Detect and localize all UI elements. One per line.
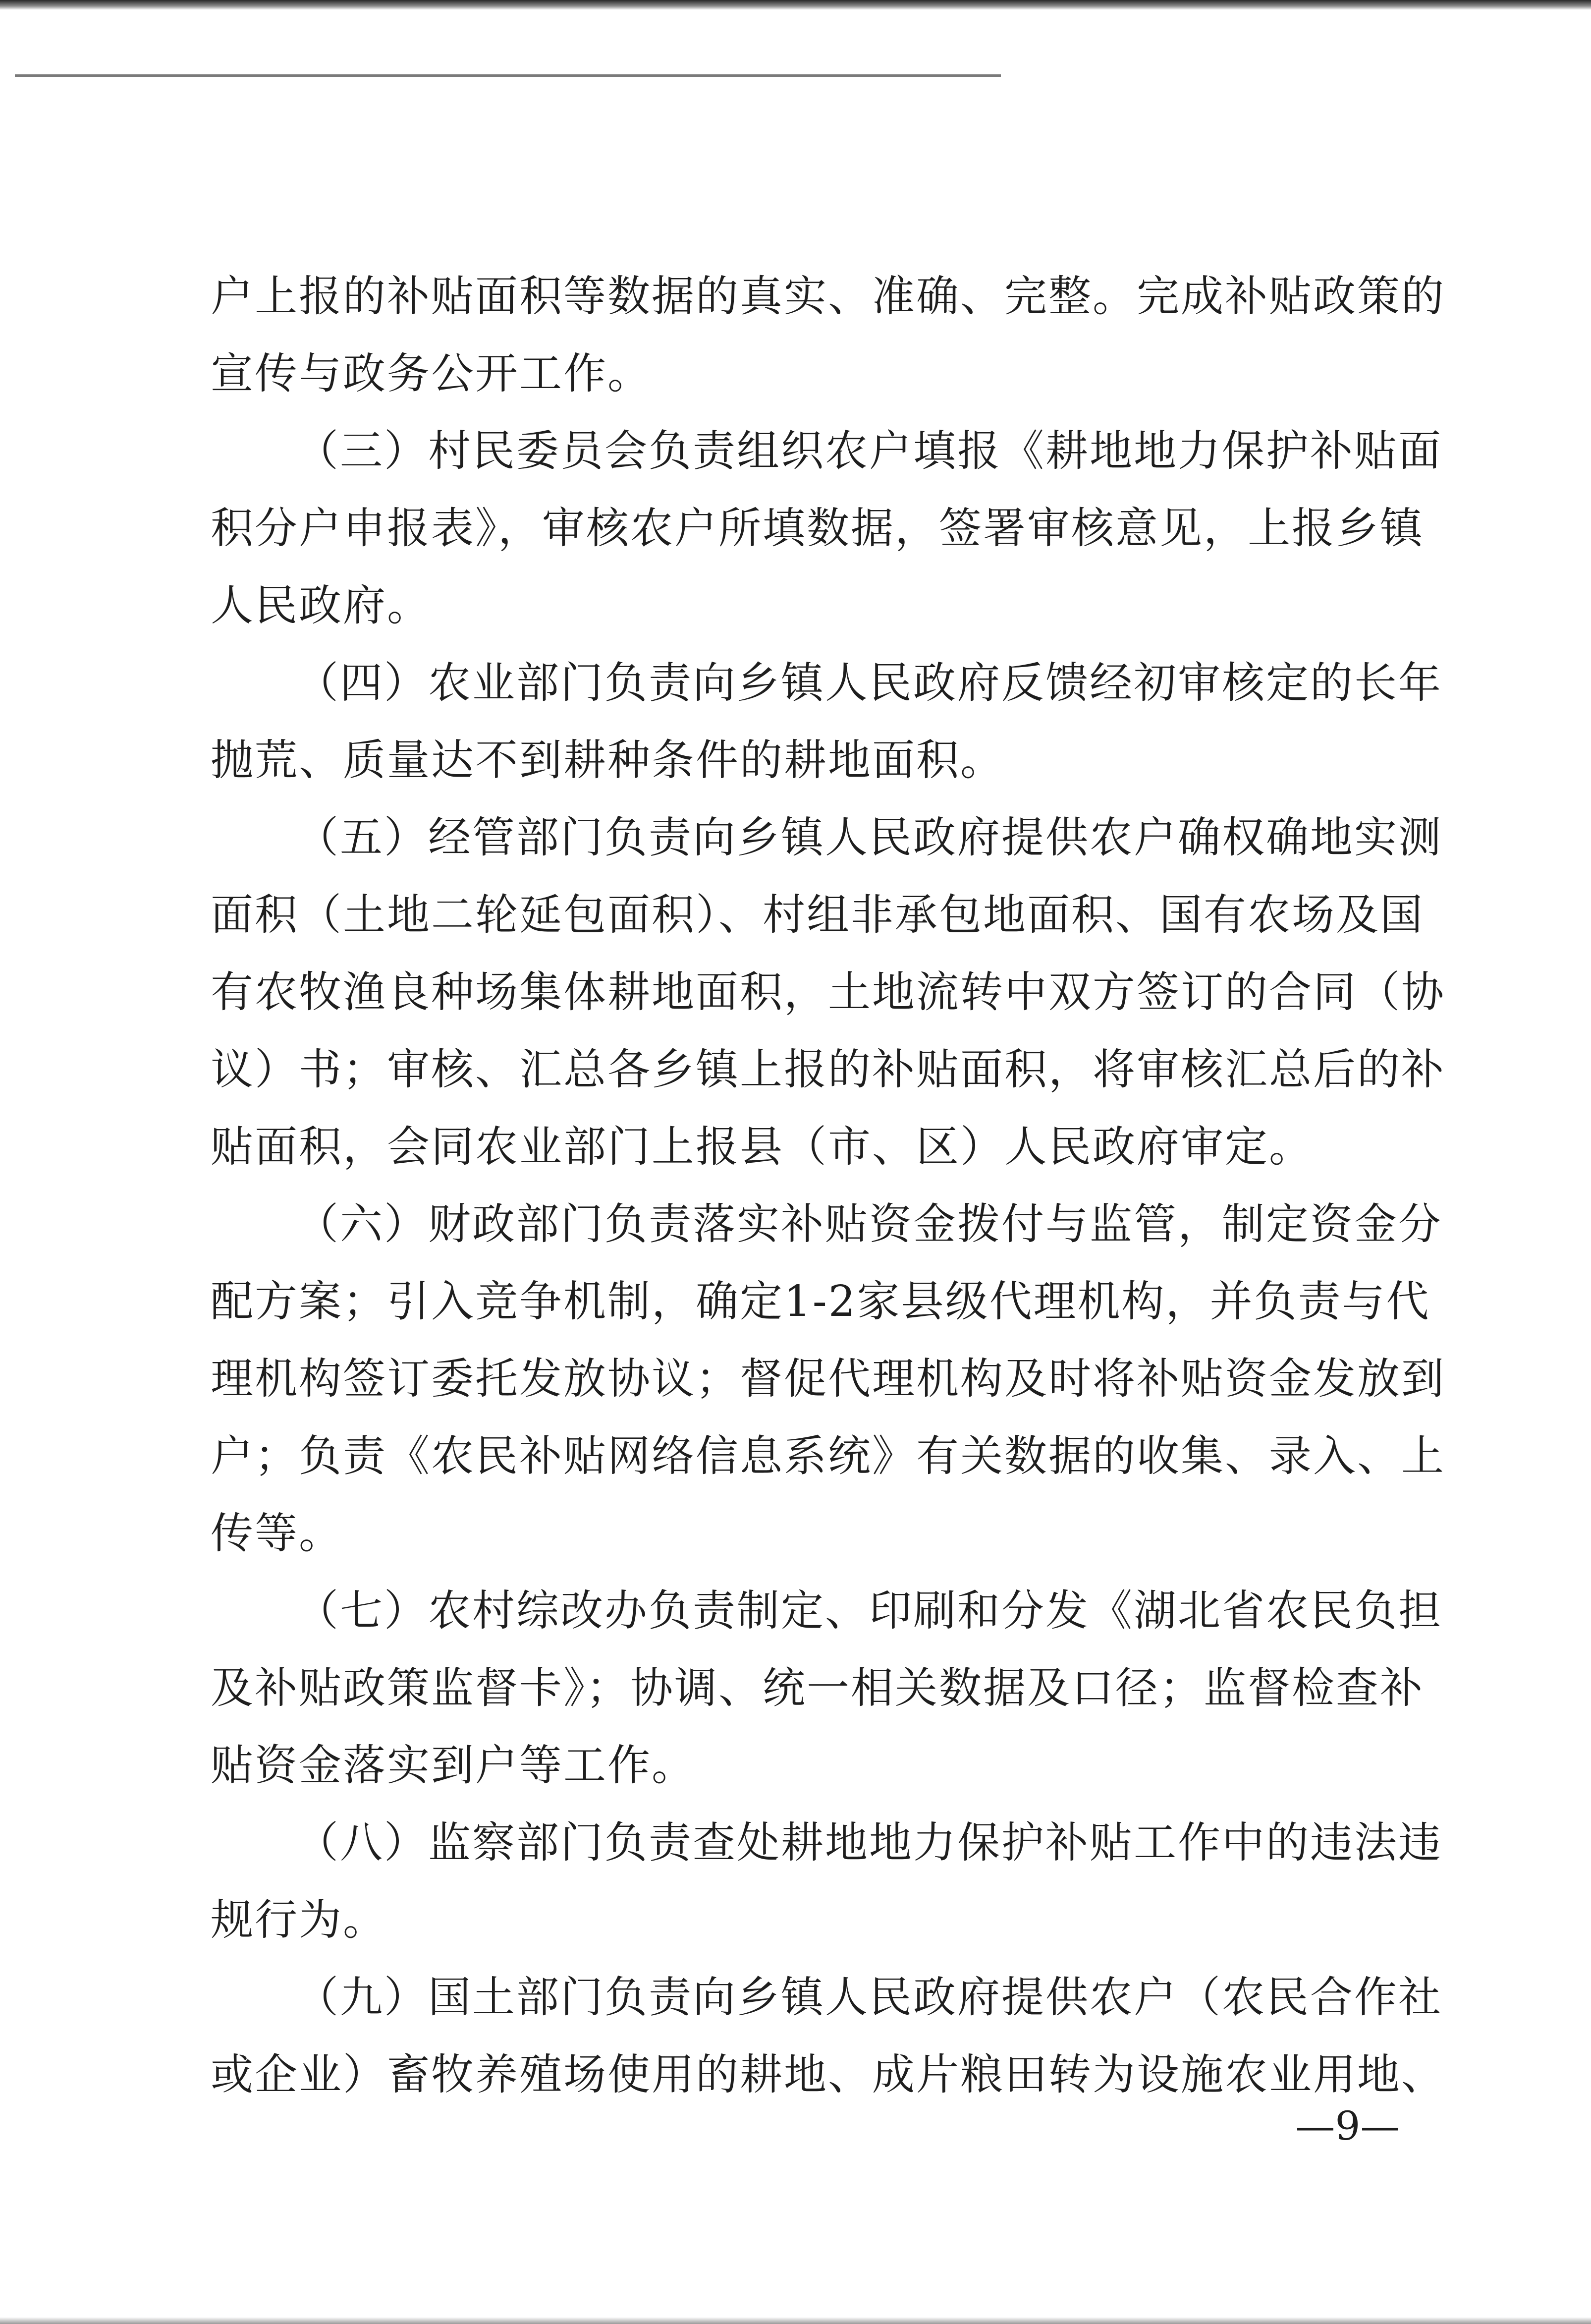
scan-top-edge <box>0 0 1591 10</box>
body-line: 户；负责《农民补贴网络信息系统》有关数据的收集、录入、上 <box>211 1431 1445 1481</box>
paragraph-9-start: （九）国土部门负责向乡镇人民政府提供农户（农民合作社 <box>296 1973 1442 2022</box>
body-line: 宣传与政务公开工作。 <box>211 349 652 398</box>
body-line: 配方案；引入竞争机制，确定1-2家县级代理机构，并负责与代 <box>211 1277 1430 1326</box>
body-line: 有农牧渔良种场集体耕地面积，土地流转中双方签订的合同（协 <box>211 967 1445 1017</box>
body-line: 传等。 <box>211 1509 343 1558</box>
paragraph-3-start: （三）村民委员会负责组织农户填报《耕地地力保护补贴面 <box>296 426 1442 476</box>
paragraph-5-start: （五）经管部门负责向乡镇人民政府提供农户确权确地实测 <box>296 813 1442 862</box>
document-body <box>211 258 1445 2113</box>
page-number: —9— <box>1295 2103 1400 2149</box>
body-line: 理机构签订委托发放协议；督促代理机构及时将补贴资金发放到 <box>211 1354 1445 1404</box>
paragraph-6-start: （六）财政部门负责落实补贴资金拨付与监管，制定资金分 <box>296 1199 1442 1249</box>
body-line: 贴面积，会同农业部门上报县（市、区）人民政府审定。 <box>211 1122 1313 1172</box>
scan-bottom-edge <box>0 2317 1591 2324</box>
body-line: 抛荒、质量达不到耕种条件的耕地面积。 <box>211 736 1004 785</box>
body-line: 或企业）畜牧养殖场使用的耕地、成片粮田转为设施农业用地、 <box>211 2050 1445 2099</box>
body-line: 及补贴政策监督卡》；协调、统一相关数据及口径；监督检查补 <box>211 1663 1424 1713</box>
body-line: 面积（土地二轮延包面积）、村组非承包地面积、国有农场及国 <box>211 890 1424 940</box>
body-line: 规行为。 <box>211 1895 387 1945</box>
paragraph-7-start: （七）农村综改办负责制定、印刷和分发《湖北省农民负担 <box>296 1586 1442 1636</box>
body-line: 人民政府。 <box>211 581 431 630</box>
body-line: 贴资金落实到户等工作。 <box>211 1741 696 1790</box>
paragraph-4-start: （四）农业部门负责向乡镇人民政府反馈经初审核定的长年 <box>296 658 1442 708</box>
body-line: 户上报的补贴面积等数据的真实、准确、完整。完成补贴政策的 <box>211 272 1445 321</box>
body-line: 积分户申报表》，审核农户所填数据，签署审核意见，上报乡镇 <box>211 504 1424 553</box>
header-rule <box>15 74 1001 77</box>
paragraph-8-start: （八）监察部门负责查处耕地地力保护补贴工作中的违法违 <box>296 1818 1442 1868</box>
body-line: 议）书；审核、汇总各乡镇上报的补贴面积，将审核汇总后的补 <box>211 1045 1445 1094</box>
